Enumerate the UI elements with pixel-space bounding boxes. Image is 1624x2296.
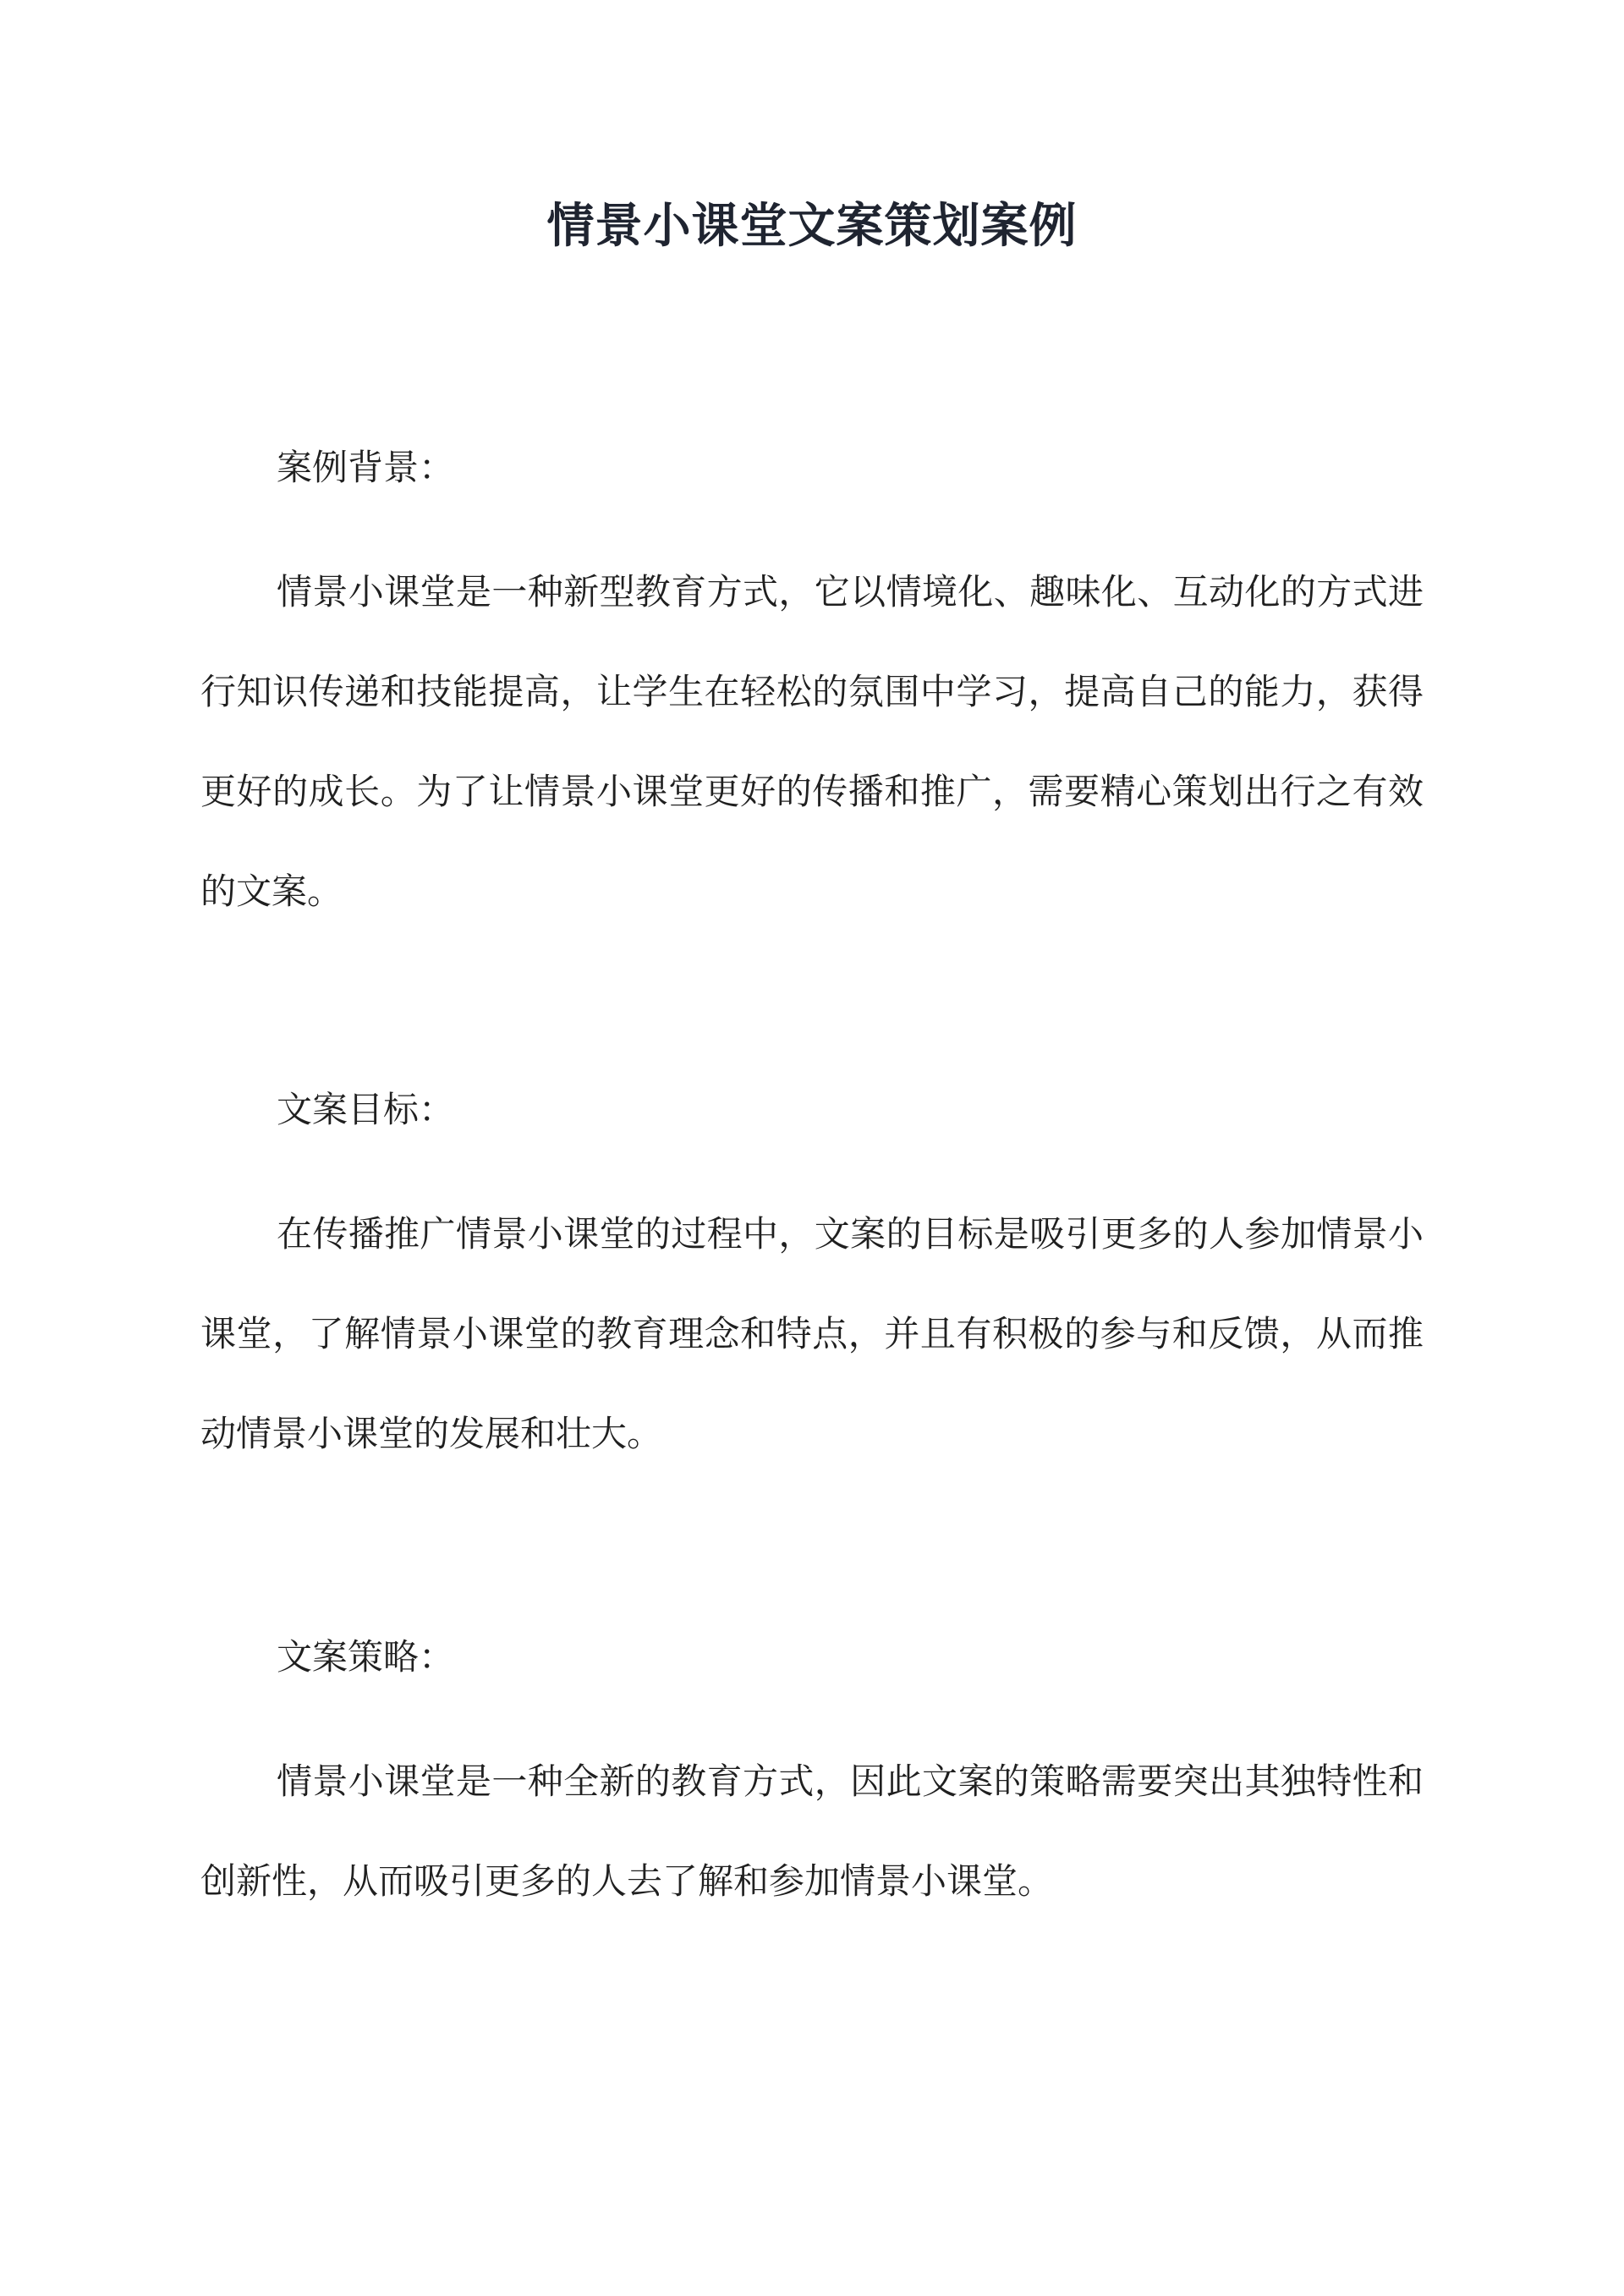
section-heading-background: 案例背景：	[277, 447, 455, 488]
section-paragraph-strategy: 情景小课堂是一种全新的教育方式，因此文案的策略需要突出其独特性和创新性，从而吸引更多的人去了解和参加情景小课堂。	[200, 1760, 1424, 1902]
section-heading-strategy: 文案策略：	[277, 1636, 455, 1678]
section-heading-goal: 文案目标：	[277, 1089, 455, 1130]
section-copy-goal	[200, 1085, 1424, 1484]
document-title: 情景小课堂文案策划案例	[546, 198, 1078, 254]
section-copy-strategy	[200, 1632, 1424, 1931]
section-paragraph-background: 情景小课堂是一种新型教育方式，它以情境化、趣味化、互动化的方式进行知识传递和技能提高，让学生在轻松的氛围中学习，提高自己的能力，获得更好的成长。为了让情景小课堂更好的传播和推广，需要精心策划出行之有效的文案。	[200, 571, 1424, 912]
section-paragraph-goal: 在传播推广情景小课堂的过程中，文案的目标是吸引更多的人参加情景小课堂，了解情景小课堂的教育理念和特点，并且有积极的参与和反馈，从而推动情景小课堂的发展和壮大。	[200, 1213, 1424, 1454]
section-case-background	[200, 442, 1424, 942]
